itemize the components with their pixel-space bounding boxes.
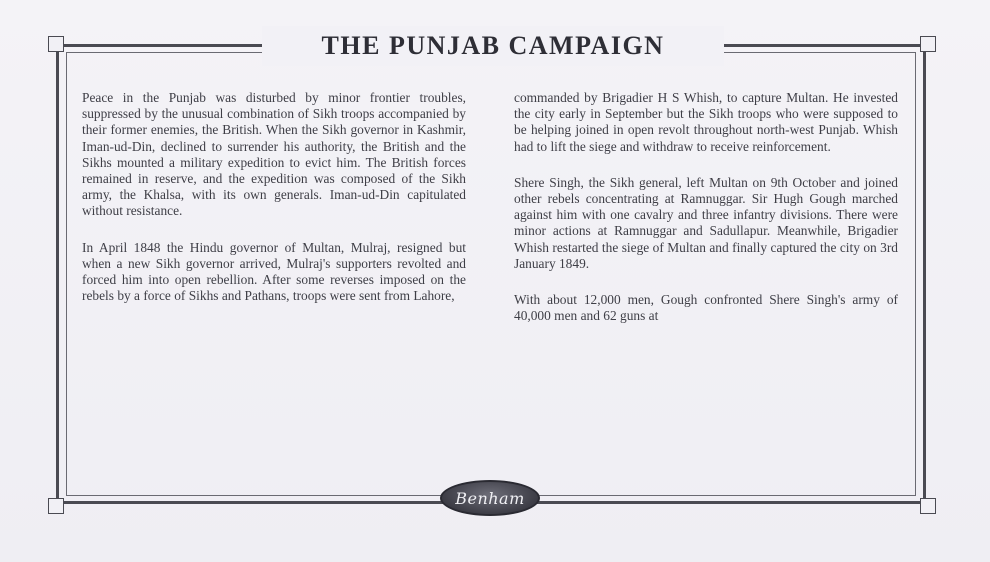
frame-corner-top-left <box>48 36 64 52</box>
frame-corner-bottom-right <box>920 498 936 514</box>
title-wrap <box>262 26 724 66</box>
right-paragraph-1: commanded by Brigadier H S Whish, to capture Multan. He invested the city early in September but the Sikh troops who were supposed to be helping joined in open revolt throughout north-west Punjab. Whish had to lift the siege and withdraw to receive reinforcement. <box>514 90 898 154</box>
benham-oval-logo-icon <box>440 480 540 516</box>
frame-corner-bottom-left <box>48 498 64 514</box>
left-paragraph-1: Peace in the Punjab was disturbed by minor frontier troubles, suppressed by the unusual combination of Sikh troops accompanied by their former enemies, the British. When the Sikh governor in Kashmir, Iman-ud-Din, declined to surrender his authority, the British and the Sikhs mounted a military expedition to evict him. The British forces remained in reserve, and the expedition was composed of the Sikh army, the Khalsa, with its own generals. Iman-ud-Din capitulated without resistance. <box>82 90 466 219</box>
logo-text: Benham <box>455 488 525 508</box>
frame-corner-top-right <box>920 36 936 52</box>
page-title: THE PUNJAB CAMPAIGN <box>321 31 665 60</box>
right-column <box>514 90 898 344</box>
left-paragraph-2: In April 1848 the Hindu governor of Multan, Mulraj, resigned but when a new Sikh governor arrived, Mulraj's supporters revolted and forced him into open rebellion. After some reverses imposed on the rebels by a force of Sikhs and Pathans, troops were sent from Lahore, <box>82 239 466 304</box>
left-column <box>82 90 466 324</box>
right-paragraph-2: Shere Singh, the Sikh general, left Multan on 9th October and joined other rebels concentrating at Ramnuggar. Sir Hugh Gough marched against him with one cavalry and three infantry divisions. There were minor actions at Ramnuggar and Sadullapur. Meanwhile, Brigadier Whish restarted the siege of Multan and finally captured the city on 3rd January 1849. <box>514 174 898 271</box>
right-paragraph-3: With about 12,000 men, Gough confronted Shere Singh's army of 40,000 men and 62 guns at <box>514 292 898 324</box>
